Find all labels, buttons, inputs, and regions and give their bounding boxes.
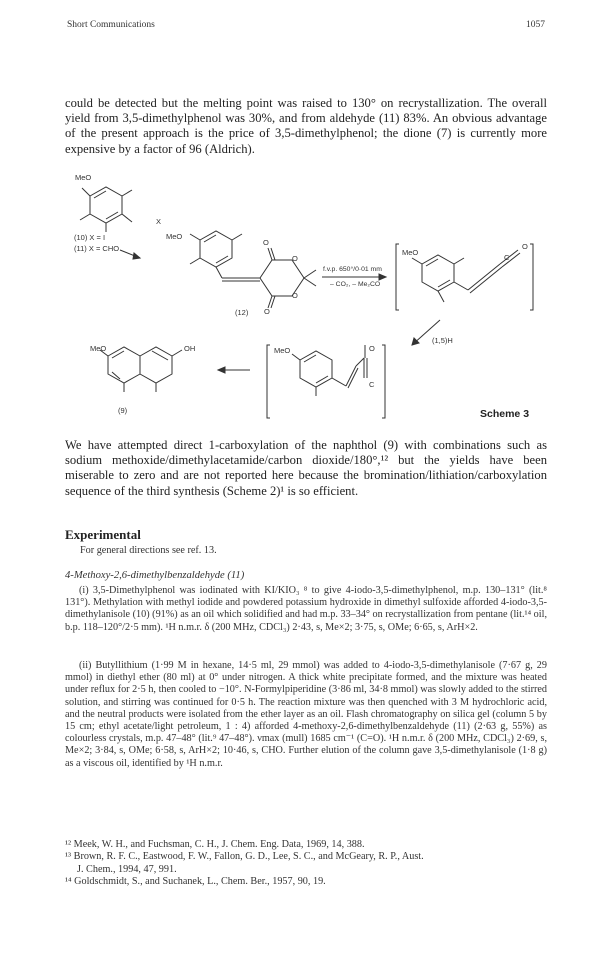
paragraph-carboxylation: We have attempted direct 1-carboxylation of the naphthol (9) with combinations such as sodium methoxide/dimethylacetamide/carbon dioxide/180°,¹² but the yields have been miserable to zero and are not reported here because the bromination/lithiation/carboxylation sequence of the third synthesis (Scheme 2)¹ is so efficient. (65, 438, 547, 498)
label-intermediate-c: C (369, 380, 375, 389)
label-hshift: (1,5)H (432, 336, 453, 345)
page-number: 1057 (526, 20, 545, 30)
label-ketene-c: C (504, 253, 510, 262)
scheme-title: Scheme 3 (480, 408, 530, 420)
label-compound-9: (9) (118, 406, 128, 415)
paragraph-intro: could be detected but the melting point was raised to 130° on recrystallization. The overall yield from 3,5-dimethylphenol was 30%, and from aldehyde (11) 83%. An obvious advantage of the present approach is the price of 3,5-dimethylphenol; the dione (7) is currently more expensive by a factor of 96 (Aldrich). (65, 96, 547, 156)
label-x: X (156, 217, 162, 226)
procedure-step-2: (ii) Butyllithium (1·99 M in hexane, 14·5 ml, 29 mmol) was added to 4-iodo-3,5-dimethylanisole (7·67 g, 29 mmol) in diethyl ether (80 ml) at 0° under nitrogen. A thick white precipitate formed, and the mixture was heated under reflux for 2·5 h, then cooled to −10°. N-Formylpiperidine (3·86 ml, 34·8 mmol) was slowly added to the stirred solution, and stirring was continued for 0·5 h. The reaction mixture was then quenched with 3 M hydrochloric acid, and the neutral products were isolated from the ether layer as an oil. Flash chromatography on silica gel (column 5 by 15 cm; ethyl acetate/light petroleum, 1 : 4) afforded 4-methoxy-2,6-dimethylbenzaldehyde (11) (2·63 g, 55%) as colourless crystals, m.p. 47–48° (lit.⁹ 47–48°). νmax (mull) 1685 cm⁻¹ (C=O). ¹H n.m.r. δ (200 MHz, CDCl₃) 2·69, s, Me×2; 3·84, s, OMe; 6·58, s, ArH×2; 10·46, s, CHO. Further elution of the column gave 3,5-dimethylanisole (1·8 g) as a viscous oil, identified by ¹H n.m.r. (65, 660, 547, 769)
naphthol-structure-9 (100, 347, 182, 392)
label-meo-top: MeO (75, 173, 92, 182)
label-intermediate-o: O (369, 344, 375, 353)
reference-13: ¹³ Brown, R. F. C., Eastwood, F. W., Fallon, G. D., Lee, S. C., and McGeary, R. P., Aust. (65, 851, 424, 863)
running-header: Short Communications (67, 20, 155, 30)
ring-intermediate (292, 345, 367, 396)
label-meo-9: MeO (90, 344, 107, 353)
reaction-scheme (60, 160, 560, 425)
scheme-structures (60, 160, 560, 425)
label-meo-ketene: MeO (402, 248, 419, 257)
reference-13-continued: J. Chem., 1994, 47, 991. (77, 863, 177, 875)
label-oh-9: OH (184, 344, 196, 353)
label-o-bottom: O (264, 307, 270, 316)
reference-14: ¹⁴ Goldschmidt, S., and Suchanek, L., Chem. Ber., 1957, 90, 19. (65, 876, 326, 888)
label-o-ring1: O (292, 254, 298, 263)
label-conditions-fvp: f.v.p. 650°/0·01 mm (323, 266, 382, 273)
procedure-step-1: (i) 3,5-Dimethylphenol was iodinated with KI/KIO₃ ⁸ to give 4-iodo-3,5-dimethylphenol, m.p. 130–131° (lit.⁸ 131°). Methylation with methyl iodide and powdered potassium hydroxide in dimethyl sulfoxide afforded 4-iodo-3,5-dimethylanisole (10) (91%) as an oil which solidified and had m.p. 33–34° on recrystallization from pentane (lit.¹⁴ oil, b.p. 118–120°/2·5 mm). ¹H n.m.r. δ (200 MHz, CDCl₃) 2·43, s, Me×2; 3·75, s, OMe; 6·65, s, ArH×2. (65, 585, 547, 633)
dioxanedione-ring-12 (260, 248, 316, 308)
label-compound-11: (11) X = CHO (74, 244, 120, 253)
reference-12: ¹² Meek, W. H., and Fuchsman, C. H., J. Chem. Eng. Data, 1969, 14, 388. (65, 839, 365, 850)
compound-subheading: 4-Methoxy-2,6-dimethylbenzaldehyde (11) (65, 570, 245, 581)
ring-compound-12 (190, 231, 260, 281)
label-ketene-o: O (522, 242, 528, 251)
experimental-heading: Experimental (65, 527, 141, 542)
label-compound-10: (10) X = I (74, 233, 106, 242)
label-o-ring2: O (292, 291, 298, 300)
label-compound-12: (12) (235, 308, 249, 317)
references-list (65, 839, 547, 889)
label-conditions-loss: – CO₂, – Me₂CO (330, 281, 381, 288)
label-meo-12: MeO (166, 232, 183, 241)
label-o-top: O (263, 238, 269, 247)
ring-compound-10-11 (80, 187, 132, 232)
experimental-note: For general directions see ref. 13. (80, 545, 217, 556)
label-meo-intermediate: MeO (274, 346, 291, 355)
